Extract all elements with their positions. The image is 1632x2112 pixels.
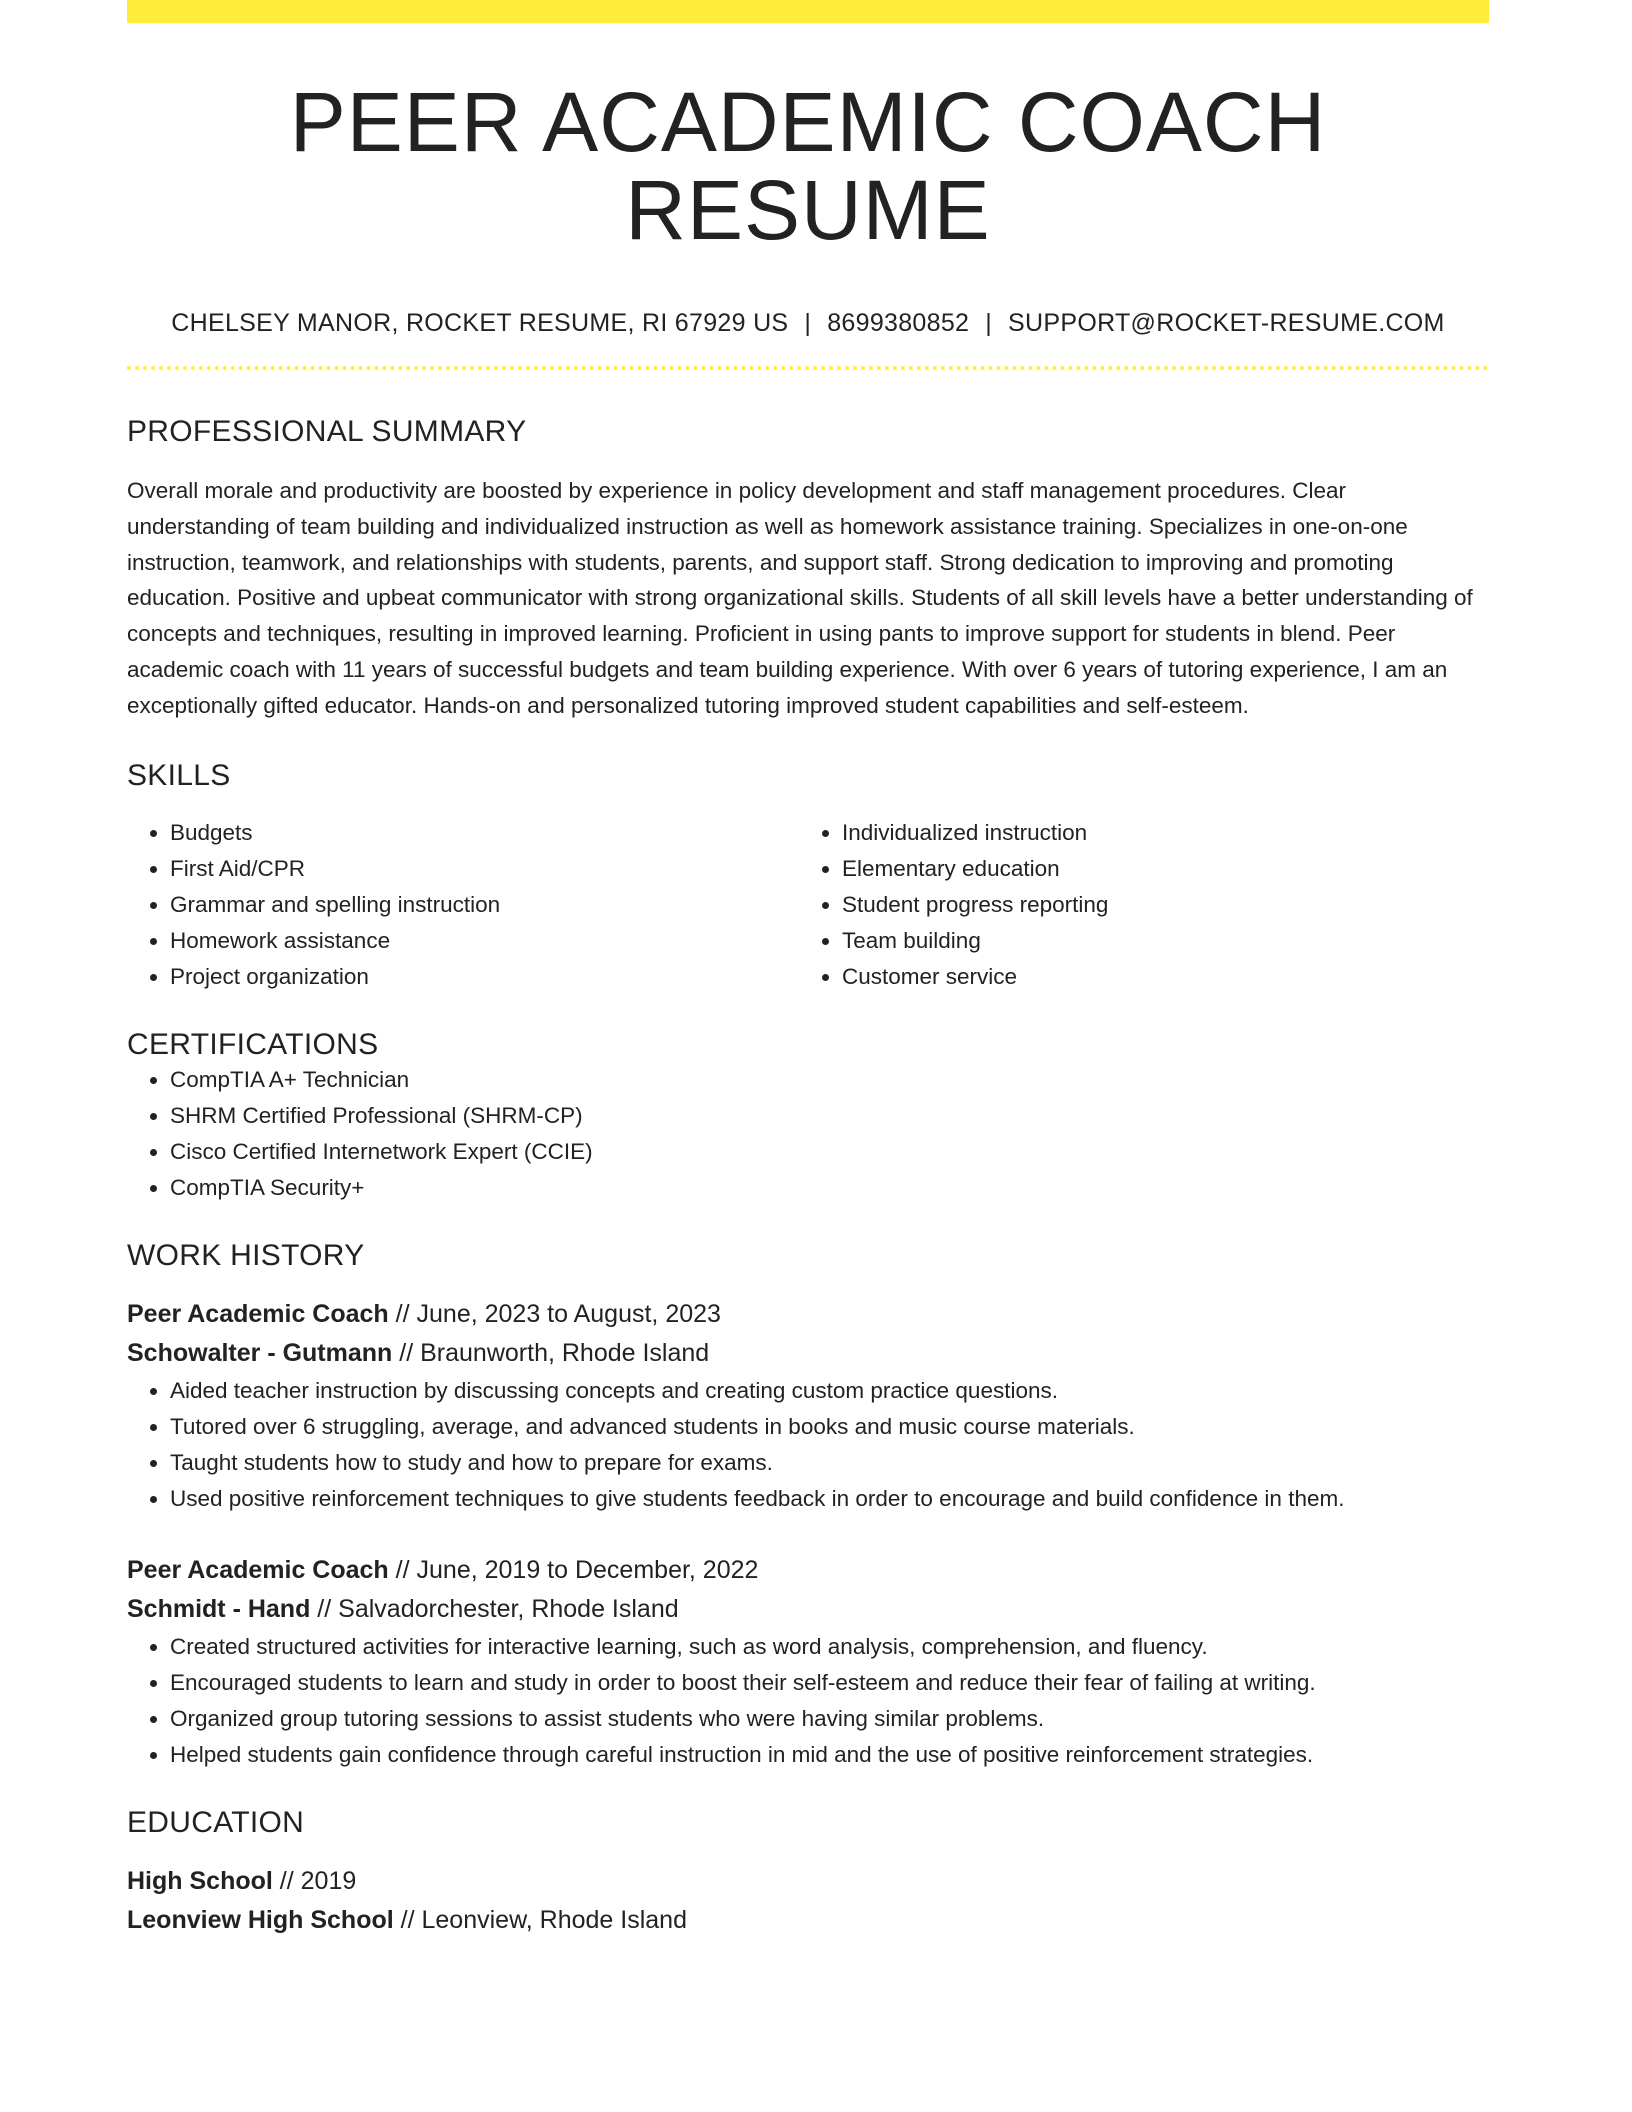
skill-item: • First Aid/CPR bbox=[170, 851, 799, 887]
skill-item: • Elementary education bbox=[842, 851, 1471, 887]
contact-address: CHELSEY MANOR, ROCKET RESUME, RI 67929 US bbox=[171, 309, 789, 338]
contact-phone: 8699380852 bbox=[827, 309, 970, 338]
skills-list bbox=[127, 815, 1489, 995]
job-location: Braunworth, Rhode Island bbox=[420, 1339, 710, 1368]
job-divider: // bbox=[317, 1595, 332, 1624]
contact-separator: | bbox=[985, 309, 993, 338]
education-school: Leonview High School bbox=[127, 1906, 394, 1935]
job-location: Salvadorchester, Rhode Island bbox=[338, 1595, 679, 1624]
certification-item: • SHRM Certified Professional (SHRM-CP) bbox=[170, 1098, 1489, 1134]
education-heading: EDUCATION bbox=[127, 1806, 305, 1840]
contact-email[interactable]: SUPPORT@ROCKET-RESUME.COM bbox=[1008, 309, 1445, 338]
job-duty-item: • Aided teacher instruction by discussing concepts and creating custom practice questions. bbox=[170, 1373, 1489, 1409]
education-degree: High School bbox=[127, 1867, 273, 1896]
education-degree-line bbox=[127, 1862, 1489, 1901]
job-title-line bbox=[127, 1295, 1489, 1334]
job-divider: // bbox=[399, 1339, 414, 1368]
job-divider: // bbox=[395, 1556, 410, 1585]
job-title: Peer Academic Coach bbox=[127, 1556, 389, 1585]
summary-heading: PROFESSIONAL SUMMARY bbox=[127, 415, 527, 449]
certification-item: • CompTIA A+ Technician bbox=[170, 1062, 1489, 1098]
skills-column-left bbox=[127, 815, 799, 995]
education-divider: // bbox=[279, 1867, 294, 1896]
job-company: Schowalter - Gutmann bbox=[127, 1339, 393, 1368]
skill-item: • Grammar and spelling instruction bbox=[170, 887, 799, 923]
job-divider: // bbox=[395, 1300, 410, 1329]
job-company: Schmidt - Hand bbox=[127, 1595, 311, 1624]
job-duties-list bbox=[127, 1373, 1489, 1517]
skill-item: • Customer service bbox=[842, 959, 1471, 995]
skill-item: • Budgets bbox=[170, 815, 799, 851]
job-dates: June, 2019 to December, 2022 bbox=[416, 1556, 759, 1585]
job-duty-item: • Taught students how to study and how to prepare for exams. bbox=[170, 1445, 1489, 1481]
summary-text: Overall morale and productivity are boosted by experience in policy development and staff management procedures. Clear understanding of team building and individualized instruction as well as homework assistance training. Specializes in one-on-one instruction, teamwork, and relationships with students, parents, and support staff. Strong dedication to improving and promoting education. Positive and upbeat communicator with strong organizational skills. Students of all skill levels have a better understanding of concepts and techniques, resulting in improved learning. Proficient in using pants to improve support for students in blend. Peer academic coach with 11 years of successful budgets and team building experience. With over 6 years of tutoring experience, I am an exceptionally gifted educator. Hands-on and personalized tutoring improved student capabilities and self-esteem. bbox=[127, 478, 1473, 718]
certifications-list bbox=[127, 1062, 1489, 1206]
skill-item: • Project organization bbox=[170, 959, 799, 995]
contact-separator: | bbox=[804, 309, 812, 338]
skill-item: • Student progress reporting bbox=[842, 887, 1471, 923]
skill-item: • Individualized instruction bbox=[842, 815, 1471, 851]
education-divider: // bbox=[400, 1906, 415, 1935]
job-duty-item: • Organized group tutoring sessions to assist students who were having similar problems. bbox=[170, 1701, 1489, 1737]
skill-item: • Homework assistance bbox=[170, 923, 799, 959]
education-year: 2019 bbox=[300, 1867, 357, 1896]
job-duty-item: • Used positive reinforcement techniques to give students feedback in order to encourage and build confidence in them. bbox=[170, 1481, 1489, 1517]
job-duty-item: • Encouraged students to learn and study in order to boost their self-esteem and reduce their fear of failing at writing. bbox=[170, 1665, 1489, 1701]
job-entry bbox=[127, 1551, 1489, 1773]
education-location: Leonview, Rhode Island bbox=[421, 1906, 687, 1935]
job-duties-list bbox=[127, 1629, 1489, 1773]
job-duty-item: • Helped students gain confidence through careful instruction in mid and the use of positive reinforcement strategies. bbox=[170, 1737, 1489, 1773]
job-duty-item: • Created structured activities for interactive learning, such as word analysis, comprehension, and fluency. bbox=[170, 1629, 1489, 1665]
job-title: Peer Academic Coach bbox=[127, 1300, 389, 1329]
certification-item: • Cisco Certified Internetwork Expert (CCIE) bbox=[170, 1134, 1489, 1170]
job-company-line bbox=[127, 1590, 1489, 1629]
work-history-heading: WORK HISTORY bbox=[127, 1239, 365, 1273]
contact-line bbox=[127, 309, 1489, 338]
certifications-heading: CERTIFICATIONS bbox=[127, 1028, 379, 1062]
job-entry bbox=[127, 1295, 1489, 1517]
job-dates: June, 2023 to August, 2023 bbox=[416, 1300, 721, 1329]
top-accent-bar bbox=[127, 0, 1489, 23]
skills-column-right bbox=[799, 815, 1471, 995]
job-company-line bbox=[127, 1334, 1489, 1373]
job-title-line bbox=[127, 1551, 1489, 1590]
resume-page bbox=[127, 0, 1489, 1940]
resume-title: PEER ACADEMIC COACH RESUME bbox=[289, 75, 1327, 258]
header-divider bbox=[127, 366, 1489, 370]
skill-item: • Team building bbox=[842, 923, 1471, 959]
skills-heading: SKILLS bbox=[127, 759, 231, 793]
education-school-line bbox=[127, 1901, 1489, 1940]
certification-item: • CompTIA Security+ bbox=[170, 1170, 1489, 1206]
job-duty-item: • Tutored over 6 struggling, average, and advanced students in books and music course materials. bbox=[170, 1409, 1489, 1445]
